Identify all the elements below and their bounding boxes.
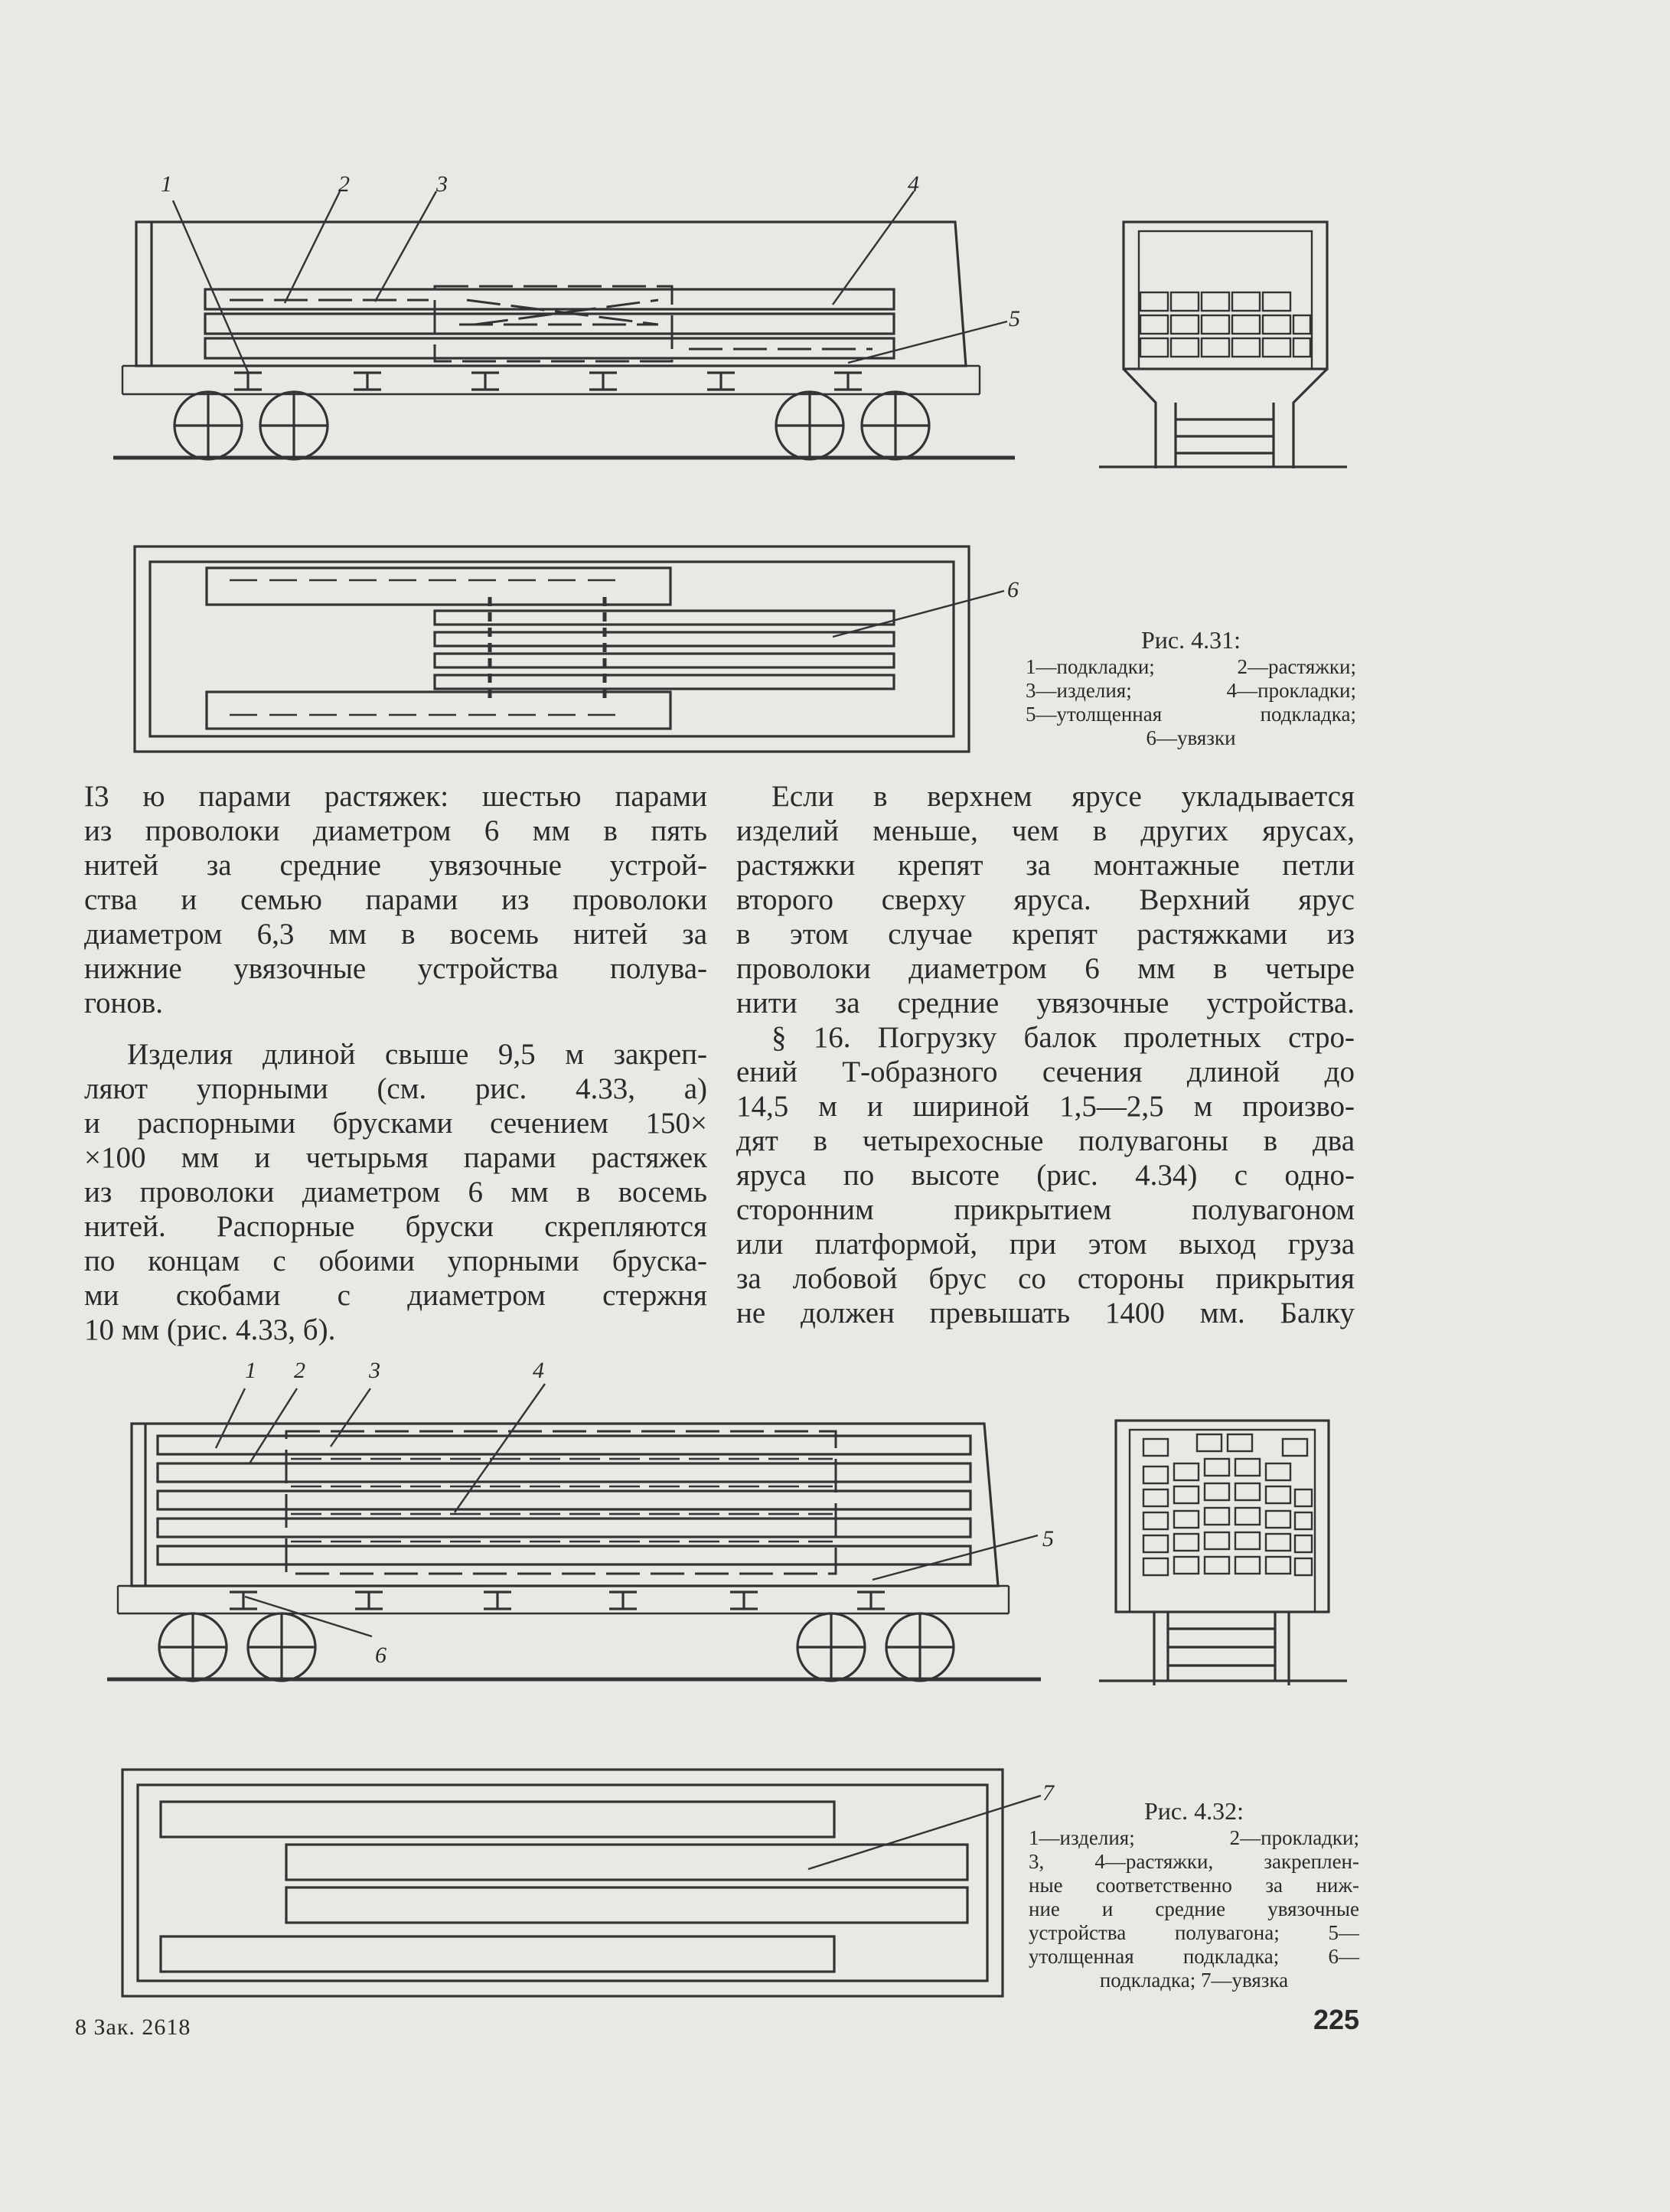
marker-2: 2 xyxy=(294,1358,305,1383)
caption-line: 5—утолщенная подкладка; xyxy=(1026,703,1356,726)
marker-2: 2 xyxy=(338,171,350,197)
print-order-number: 8 Зак. 2618 xyxy=(75,2015,191,2040)
fig-4-32-end-view xyxy=(1099,1421,1347,1685)
caption-line: утолщенная подкладка; 6— xyxy=(1029,1945,1359,1968)
paragraph: § 16. Погрузку балок пролетных стро- ений Т-образного сечения длиной до 14,5 м и шириной 1,5—2,5 м произво- дят в четырехосные полувагоны в два яруса по высоте (рис. 4.34) с одно- сторонним прикрытием полувагоном или платформой, при этом выход груза за лобовой брус со стороны прикрытия не должен превышать 1400 мм. Балку xyxy=(736,1021,1355,1329)
caption-line: 1—изделия; 2—прокладки; xyxy=(1029,1826,1359,1849)
marker-6: 6 xyxy=(375,1643,387,1668)
marker-7: 7 xyxy=(1042,1780,1054,1806)
caption-line: 6—увязки xyxy=(1146,726,1236,749)
caption-line: устройства полувагона; 5— xyxy=(1029,1921,1359,1944)
fig-4-32-side-view xyxy=(107,1358,1054,1681)
marker-3: 3 xyxy=(436,171,448,197)
marker-1: 1 xyxy=(245,1358,256,1383)
marker-5: 5 xyxy=(1009,306,1020,331)
page-number: 225 xyxy=(1313,2004,1360,2035)
fig-4-32-plan-view xyxy=(122,1770,1055,1996)
marker-6: 6 xyxy=(1007,577,1019,602)
caption-title: Рис. 4.31: xyxy=(1140,626,1241,654)
caption-line: 3—изделия; 4—прокладки; xyxy=(1026,679,1356,702)
caption-line: ние и средние увязочные xyxy=(1029,1897,1359,1920)
marker-3: 3 xyxy=(369,1358,380,1383)
caption-line: подкладка; 7—увязка xyxy=(1099,1969,1289,1992)
fig-4-31-plan-view xyxy=(135,546,1019,752)
right-text-column xyxy=(736,779,1355,1330)
figure-4-32-caption xyxy=(1029,1796,1359,1992)
caption-line: 1—подкладки; 2—растяжки; xyxy=(1026,655,1356,678)
figure-4-31-caption xyxy=(1026,625,1356,750)
fig-4-31-side-view xyxy=(113,171,1020,459)
caption-line: ные соответственно за ниж- xyxy=(1029,1874,1359,1897)
fig-4-31-end-view xyxy=(1099,222,1347,468)
caption-line: 3, 4—растяжки, закреплен- xyxy=(1029,1850,1359,1873)
marker-1: 1 xyxy=(161,171,172,197)
marker-4: 4 xyxy=(533,1358,544,1383)
paragraph: Изделия длиной свыше 9,5 м закреп- ляют упорными (см. рис. 4.33, а) и распорными брусками сечением 150× ×100 мм и четырьмя парами растяжек из проволоки диаметром 6 мм в восемь нитей. Распорные бруски скрепляются по концам с обоими упорными бруска- ми скобами с диаметром стержня 10 мм (рис. 4.33, б). xyxy=(84,1038,707,1346)
marker-5: 5 xyxy=(1042,1526,1054,1551)
marker-4: 4 xyxy=(908,171,919,197)
paragraph: Если в верхнем ярусе укладывается изделий меньше, чем в других ярусах, растяжки крепят за монтажные петли второго сверху яруса. Верхний ярус в этом случае крепят растяжками из проволоки диаметром 6 мм в четыре нити за средние увязочные устройства. xyxy=(736,780,1355,1020)
paragraph: I3 ю парами растяжек: шестью парами из проволоки диаметром 6 мм в пять нитей за средние увязочные устрой- ства и семью парами из проволоки диаметром 6,3 мм в восемь нитей за нижние увязочные устройства полува- гонов. xyxy=(84,780,707,1020)
left-text-column xyxy=(84,779,707,1347)
caption-title: Рис. 4.32: xyxy=(1143,1797,1244,1825)
